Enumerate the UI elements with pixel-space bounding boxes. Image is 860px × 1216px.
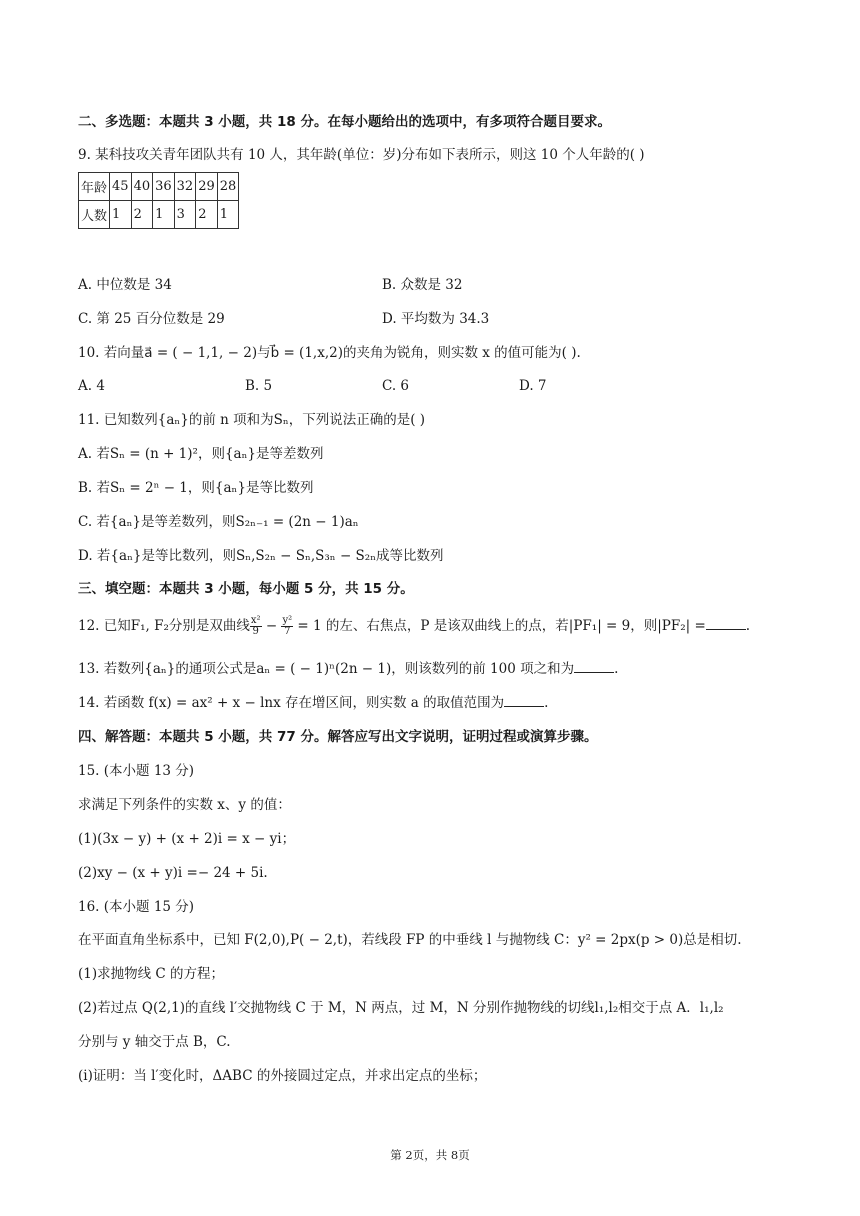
q11-option-d: D. 若{aₙ}是等比数列，则Sₙ,S₂ₙ − Sₙ,S₃ₙ − S₂ₙ成等比数列 [78,548,444,564]
q12-text-pre: 12. 已知F₁, F₂分别是双曲线 [78,618,250,634]
section-2-heading: 二、多选题：本题共 3 小题，共 18 分。在每小题给出的选项中，有多项符合题目要求。 [78,114,611,130]
q10-option-d: D. 7 [519,378,547,394]
q13-text: 13. 若数列{aₙ}的通项公式是aₙ = ( − 1)ⁿ(2n − 1)，则该数列的前 100 项之和为 [78,661,575,677]
table-cell: 1 [153,201,175,229]
section-3-heading: 三、填空题：本题共 3 小题，每小题 5 分，共 15 分。 [78,581,414,597]
question-15-part-2: (2)xy − (x + y)i =− 24 + 5i. [78,865,268,881]
question-16-stem: 在平面直角坐标系中，已知 F(2,0),P( − 2,t)，若线段 FP 的中垂线 l 与抛物线 C：y² = 2px(p > 0)总是相切. [78,932,742,948]
table-row-ages [79,173,239,201]
question-10-stem: 10. 若向量a⃗ = ( − 1,1, − 2)与b⃗ = (1,x,2)的夹角为锐角，则实数 x 的值可能为( ). [78,345,581,361]
q11-option-c: C. 若{aₙ}是等差数列，则S₂ₙ₋₁ = (2n − 1)aₙ [78,514,359,530]
q12-minus: − [261,618,282,634]
table-row-counts [79,201,239,229]
q12-fraction-y [281,616,293,637]
answer-blank [574,660,614,673]
q9-option-a: A. 中位数是 34 [78,277,172,293]
fraction-denominator: 7 [284,626,291,637]
page-footer: 第 2页，共 8页 [390,1148,470,1162]
q11-option-a: A. 若Sₙ = (n + 1)²，则{aₙ}是等差数列 [78,446,324,462]
fraction-numerator: y² [282,615,293,626]
table-cell: 40 [131,173,153,201]
table-cell: 28 [217,173,239,201]
table-cell: 36 [153,173,175,201]
q12-text-post: = 1 的左、右焦点，P 是该双曲线上的点，若|PF₁| = 9，则|PF₂| = [293,618,706,634]
age-distribution-table [78,172,239,229]
question-12: 12. 已知F₁, F₂分别是双曲线 $\frac{\text{x²}}{9}$ − $\frac{\text{y²}}{7}$ = 1 的左、右焦点，P 是该双曲线上的点，若|PF₁| = 9，则|PF₂| = . [78,615,751,637]
table-cell: 2 [131,201,153,229]
table-cell: 29 [196,173,218,201]
question-16-part-2a: (2)若过点 Q(2,1)的直线 l′交抛物线 C 于 M，N 两点，过 M，N 分别作抛物线的切线l₁,l₂相交于点 A．l₁,l₂ [78,1000,724,1016]
fraction-numerator: x² [250,615,261,626]
q14-text: 14. 若函数 f(x) = ax² + x − lnx 存在增区间，则实数 a 的取值范围为 [78,695,505,711]
question-16-part-i: (i)证明：当 l′变化时，ΔABC 的外接圆过定点，并求出定点的坐标； [78,1068,487,1084]
question-9-stem: 9. 某科技攻关青年团队共有 10 人，其年龄(单位：岁)分布如下表所示，则这 10 个人年龄的( ) [78,147,645,163]
table-cell: 1 [217,201,239,229]
answer-blank [706,617,746,630]
question-14: 14. 若函数 f(x) = ax² + x − lnx 存在增区间，则实数 a 的取值范围为 . [78,695,549,711]
q9-option-d: D. 平均数为 34.3 [382,311,490,327]
q9-option-b: B. 众数是 32 [382,277,463,293]
q10-option-c: C. 6 [382,378,410,394]
table-cell: 1 [110,201,132,229]
question-13: 13. 若数列{aₙ}的通项公式是aₙ = ( − 1)ⁿ(2n − 1)，则该数列的前 100 项之和为 . [78,661,619,677]
q10-option-b: B. 5 [245,378,273,394]
question-16-part-1: (1)求抛物线 C 的方程； [78,966,225,982]
question-16-part-2b: 分别与 y 轴交于点 B，C. [78,1034,231,1050]
table-cell: 32 [174,173,196,201]
table-cell: 45 [110,173,132,201]
section-4-heading: 四、解答题：本题共 5 小题，共 77 分。解答应写出文字说明，证明过程或演算步骤。 [78,729,598,745]
question-15-head: 15. (本小题 13 分) [78,763,195,779]
q12-fraction-x [250,616,262,637]
question-15-stem: 求满足下列条件的实数 x、y 的值： [78,797,291,813]
table-cell-label: 人数 [79,201,110,229]
q10-option-a: A. 4 [78,378,105,394]
q9-option-c: C. 第 25 百分位数是 29 [78,311,225,327]
answer-blank [504,694,544,707]
table-cell: 3 [174,201,196,229]
table-cell: 2 [196,201,218,229]
question-16-head: 16. (本小题 15 分) [78,899,195,915]
table-cell-label: 年龄 [79,173,110,201]
q11-option-b: B. 若Sₙ = 2ⁿ − 1，则{aₙ}是等比数列 [78,480,314,496]
fraction-denominator: 9 [252,626,259,637]
question-11-stem: 11. 已知数列{aₙ}的前 n 项和为Sₙ，下列说法正确的是( ) [78,412,426,428]
question-15-part-1: (1)(3x − y) + (x + 2)i = x − yi； [78,831,296,847]
